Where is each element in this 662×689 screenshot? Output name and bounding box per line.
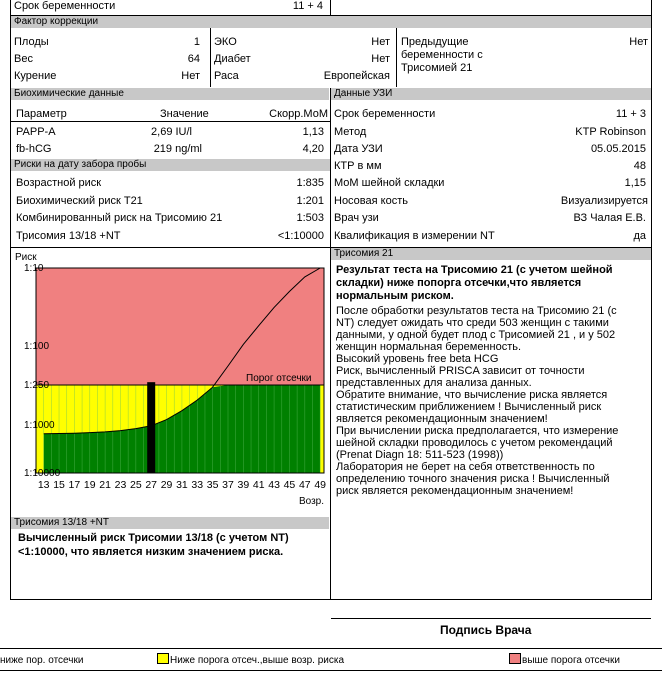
uzi-gest-value: 11 + 3 — [615, 108, 646, 120]
biochem-col-param: Параметр — [16, 108, 67, 120]
middle-divider — [330, 88, 331, 600]
legend-above-label: выше порога отсечки — [522, 655, 620, 666]
fbhcg-value: 219 ng/ml — [153, 143, 202, 155]
t21-line: NT) следует ожидать что среди 503 женщин с такими — [336, 317, 609, 329]
legend-between-label: Ниже порога отсеч.,выше возр. риска — [170, 655, 345, 666]
papp-a-corr: 1,13 — [302, 126, 324, 138]
t21-header: Трисомия 21 — [331, 248, 651, 260]
uzi-nt-label: МоМ шейной складки — [334, 177, 445, 189]
biochem-risk-value: 1:201 — [296, 195, 324, 207]
uzi-ktr-label: КТР в мм — [334, 160, 382, 172]
t1318-bold-1: Вычисленный риск Трисомии 13/18 (с учетом NT) — [18, 532, 289, 544]
x-tick-label: 49 — [314, 479, 327, 491]
uzi-qual-value: да — [633, 230, 646, 242]
smoking-value: Нет — [181, 70, 200, 82]
fbhcg-param: fb-hCG — [16, 143, 52, 155]
fbhcg-corr: 4,20 — [302, 143, 324, 155]
x-tick-label: 33 — [191, 479, 204, 491]
weight-label: Вес — [14, 53, 33, 65]
x-tick-label: 19 — [83, 479, 96, 491]
t21-paragraph — [336, 305, 618, 497]
signature-line — [331, 618, 651, 619]
x-tick-label: 25 — [129, 479, 142, 491]
x-tick-label: 23 — [114, 479, 127, 491]
chart-title: Риск — [15, 252, 37, 263]
risk-chart — [11, 248, 329, 510]
correction-header: Фактор коррекции — [11, 16, 651, 28]
x-tick-label: 47 — [298, 479, 311, 491]
papp-a-param: PAPP-A — [16, 126, 56, 138]
t21-line: При вычислении риска предполагается, что измерение — [336, 425, 619, 437]
t21-line: (Prenat Diagn 18: 511-523 (1998)) — [336, 449, 504, 461]
uzi-nasal-value: Визуализируется — [560, 195, 648, 207]
prev-value: Нет — [629, 36, 648, 48]
x-tick-label: 43 — [268, 479, 280, 491]
t21-bold-1: Результат теста на Трисомию 21 (с учетом шейной — [336, 264, 613, 276]
legend-below-label: ниже пор. отсечки — [0, 655, 84, 666]
race-value: Европейская — [323, 70, 390, 82]
weight-value: 64 — [187, 53, 200, 65]
y-tick-label: 1:250 — [24, 380, 50, 391]
x-tick-label: 17 — [68, 479, 81, 491]
t1318-bold-2: <1:10000, что является низким значением риска. — [18, 546, 284, 558]
t21-line: После обработки результатов теста на Трисомию 21 (с — [336, 305, 617, 317]
t21-line: шейной складки проводилось с учетом рекомендаций — [336, 437, 613, 449]
t1318-risk-label: Трисомия 13/18 +NT — [16, 230, 121, 242]
top-gest-label: Срок беременности — [14, 0, 116, 12]
y-tick-label: 1:10000 — [24, 468, 61, 479]
prev-label-1: Предыдущие — [401, 36, 469, 48]
legend-above-swatch — [509, 653, 521, 664]
x-tick-label: 29 — [160, 479, 173, 491]
t21-line: Лаборатория не берет на себя ответственность по — [336, 461, 595, 473]
t21-line: Высокий уровень free beta HCG — [336, 353, 499, 365]
risks-header: Риски на дату забора пробы — [11, 159, 330, 171]
uzi-qual-label: Квалификация в измерении NT — [334, 230, 495, 242]
biochem-risk-label: Биохимический риск T21 — [16, 195, 143, 207]
correction-divider-2 — [396, 28, 397, 87]
y-tick-label: 1:10 — [24, 263, 44, 274]
age-risk-label: Возрастной риск — [16, 177, 102, 189]
frame-bottom — [10, 599, 652, 600]
age-risk-value: 1:835 — [296, 177, 324, 189]
y-tick-label: 1:1000 — [24, 420, 55, 431]
t21-line: женщин нормальная беременность. — [336, 341, 522, 353]
diabetes-value: Нет — [371, 53, 390, 65]
x-tick-label: 13 — [37, 479, 50, 491]
patient-risk-bar — [147, 382, 155, 473]
signature-label: Подпись Врача — [440, 623, 532, 637]
uzi-nt-value: 1,15 — [624, 177, 646, 189]
t21-line: представленных для анализа данных. — [336, 377, 532, 389]
t21-line: статистическим приближением ! Вычисленный риск — [336, 401, 602, 413]
x-tick-label: 41 — [252, 479, 265, 491]
fetus-value: 1 — [193, 36, 200, 48]
combined-risk-value: 1:503 — [296, 212, 324, 224]
cutoff-label: Порог отсечки — [246, 373, 312, 384]
uzi-doctor-value: ВЗ Чалая Е.В. — [573, 212, 646, 224]
legend-bottom-rule — [0, 670, 662, 671]
uzi-doctor-label: Врач узи — [334, 212, 379, 224]
x-tick-label: 15 — [53, 479, 65, 491]
zone-above-cutoff — [36, 268, 324, 385]
uzi-ktr-value: 48 — [633, 160, 646, 172]
correction-divider-1 — [210, 28, 211, 87]
x-axis-label: Возр. — [298, 496, 324, 507]
x-tick-label: 35 — [206, 479, 219, 491]
uzi-nasal-label: Носовая кость — [334, 195, 408, 207]
uzi-method-label: Метод — [334, 126, 367, 138]
uzi-date-value: 05.05.2015 — [590, 143, 646, 155]
frame-right — [651, 0, 652, 600]
t21-line: Риск, вычисленный PRISCA зависит от точности — [336, 365, 585, 377]
ivf-label: ЭКО — [214, 36, 237, 48]
x-tick-label: 37 — [222, 479, 234, 491]
top-divider — [330, 0, 331, 15]
x-tick-label: 31 — [176, 479, 188, 491]
t21-line: риск является рекомендационным значением! — [336, 485, 574, 497]
x-tick-label: 45 — [283, 479, 296, 491]
papp-a-value: 2,69 IU/l — [151, 126, 192, 138]
t21-line: Обратите внимание, что вычисление риска является — [336, 389, 608, 401]
prev-label-2: беременности с — [401, 49, 483, 61]
t1318-header: Трисомия 13/18 +NT — [11, 517, 329, 529]
t21-line: данными, у одной будет плод с Трисомией 21 , и у 502 — [336, 329, 616, 341]
legend-top-rule — [0, 648, 662, 649]
uzi-method-value: KTP Robinson — [575, 126, 646, 138]
biochem-col-corr: Скорр.МоМ — [269, 108, 328, 120]
uzi-date-label: Дата УЗИ — [334, 143, 383, 155]
t21-bold-3: нормальным риском. — [336, 290, 454, 302]
t21-line: является рекомендационным значением! — [336, 413, 548, 425]
x-tick-label: 21 — [99, 479, 111, 491]
uzi-header: Данные УЗИ — [331, 88, 651, 100]
prev-label-3: Трисомией 21 — [401, 62, 473, 74]
ivf-value: Нет — [371, 36, 390, 48]
t21-line: определению точного значения риска ! Вычисленный — [336, 473, 610, 485]
biochem-col-value: Значение — [160, 108, 209, 120]
uzi-gest-label: Срок беременности — [334, 108, 436, 120]
t1318-risk-value: <1:10000 — [277, 230, 324, 242]
fetus-label: Плоды — [14, 36, 49, 48]
race-label: Раса — [214, 70, 239, 82]
biochem-header: Биохимические данные — [11, 88, 329, 100]
combined-risk-label: Комбинированный риск на Трисомию 21 — [16, 212, 223, 224]
x-tick-label: 27 — [145, 479, 158, 491]
y-tick-label: 1:100 — [24, 341, 50, 352]
top-gest-value: 11 + 4 — [292, 0, 323, 12]
smoking-label: Курение — [14, 70, 57, 82]
legend-between-swatch — [157, 653, 169, 664]
biochem-col-rule — [11, 121, 330, 122]
t21-bold-2: складки) ниже попорга отсечки,что является — [336, 277, 582, 289]
x-tick-label: 39 — [237, 479, 250, 491]
diabetes-label: Диабет — [214, 53, 251, 65]
